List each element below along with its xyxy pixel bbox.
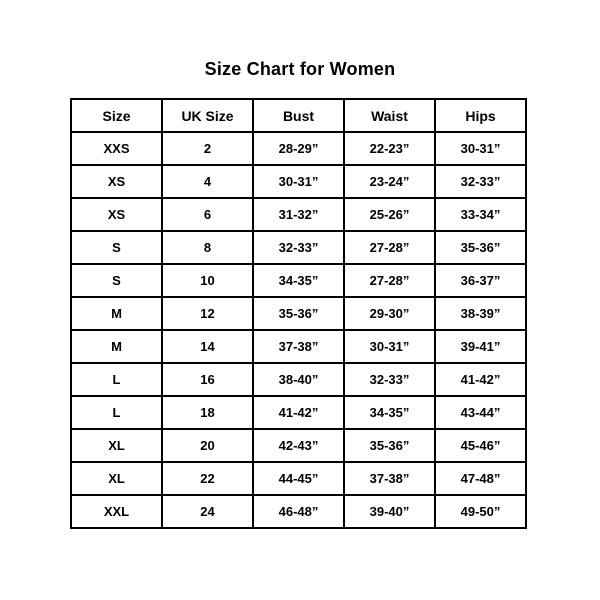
table-row: [71, 495, 526, 528]
table-row: [71, 132, 526, 165]
cell-waist: 29-30”: [344, 297, 435, 330]
cell-bust: 37-38”: [253, 330, 344, 363]
cell-size: S: [71, 264, 162, 297]
cell-hips: 45-46”: [435, 429, 526, 462]
cell-waist: 27-28”: [344, 264, 435, 297]
column-header-waist: Waist: [344, 99, 435, 132]
cell-bust: 35-36”: [253, 297, 344, 330]
cell-waist: 27-28”: [344, 231, 435, 264]
page-title: Size Chart for Women: [204, 59, 396, 79]
cell-bust: 44-45”: [253, 462, 344, 495]
cell-waist: 34-35”: [344, 396, 435, 429]
cell-uk-size: 22: [162, 462, 253, 495]
cell-bust: 30-31”: [253, 165, 344, 198]
cell-hips: 32-33”: [435, 165, 526, 198]
cell-hips: 41-42”: [435, 363, 526, 396]
table-row: [71, 462, 526, 495]
cell-uk-size: 8: [162, 231, 253, 264]
cell-size: XS: [71, 165, 162, 198]
cell-uk-size: 2: [162, 132, 253, 165]
table-row: [71, 165, 526, 198]
cell-hips: 49-50”: [435, 495, 526, 528]
cell-waist: 39-40”: [344, 495, 435, 528]
table-row: [71, 429, 526, 462]
cell-size: XS: [71, 198, 162, 231]
cell-uk-size: 12: [162, 297, 253, 330]
table-row: [71, 198, 526, 231]
cell-waist: 37-38”: [344, 462, 435, 495]
table-row: [71, 396, 526, 429]
cell-uk-size: 20: [162, 429, 253, 462]
cell-uk-size: 10: [162, 264, 253, 297]
column-header-size: Size: [71, 99, 162, 132]
table-header: [71, 99, 526, 132]
cell-size: XXL: [71, 495, 162, 528]
table-row: [71, 231, 526, 264]
cell-waist: 25-26”: [344, 198, 435, 231]
cell-uk-size: 6: [162, 198, 253, 231]
cell-size: L: [71, 363, 162, 396]
cell-size: M: [71, 297, 162, 330]
cell-waist: 23-24”: [344, 165, 435, 198]
cell-bust: 38-40”: [253, 363, 344, 396]
cell-hips: 30-31”: [435, 132, 526, 165]
table-row: [71, 330, 526, 363]
cell-waist: 30-31”: [344, 330, 435, 363]
column-header-uk-size: UK Size: [162, 99, 253, 132]
cell-bust: 42-43”: [253, 429, 344, 462]
column-header-hips: Hips: [435, 99, 526, 132]
cell-hips: 47-48”: [435, 462, 526, 495]
table-row: [71, 297, 526, 330]
cell-hips: 39-41”: [435, 330, 526, 363]
cell-hips: 38-39”: [435, 297, 526, 330]
cell-uk-size: 18: [162, 396, 253, 429]
cell-bust: 46-48”: [253, 495, 344, 528]
cell-size: XL: [71, 429, 162, 462]
cell-hips: 43-44”: [435, 396, 526, 429]
cell-bust: 28-29”: [253, 132, 344, 165]
cell-hips: 33-34”: [435, 198, 526, 231]
cell-uk-size: 24: [162, 495, 253, 528]
cell-size: L: [71, 396, 162, 429]
cell-uk-size: 4: [162, 165, 253, 198]
column-header-bust: Bust: [253, 99, 344, 132]
cell-waist: 22-23”: [344, 132, 435, 165]
cell-size: XL: [71, 462, 162, 495]
header-row: [71, 99, 526, 132]
cell-bust: 32-33”: [253, 231, 344, 264]
cell-uk-size: 14: [162, 330, 253, 363]
table-body: [71, 132, 526, 528]
cell-waist: 32-33”: [344, 363, 435, 396]
cell-size: M: [71, 330, 162, 363]
cell-size: XXS: [71, 132, 162, 165]
size-chart-table: [70, 98, 527, 529]
table-row: [71, 264, 526, 297]
table-row: [71, 363, 526, 396]
cell-hips: 35-36”: [435, 231, 526, 264]
cell-bust: 41-42”: [253, 396, 344, 429]
cell-hips: 36-37”: [435, 264, 526, 297]
cell-bust: 34-35”: [253, 264, 344, 297]
cell-uk-size: 16: [162, 363, 253, 396]
cell-waist: 35-36”: [344, 429, 435, 462]
cell-bust: 31-32”: [253, 198, 344, 231]
cell-size: S: [71, 231, 162, 264]
